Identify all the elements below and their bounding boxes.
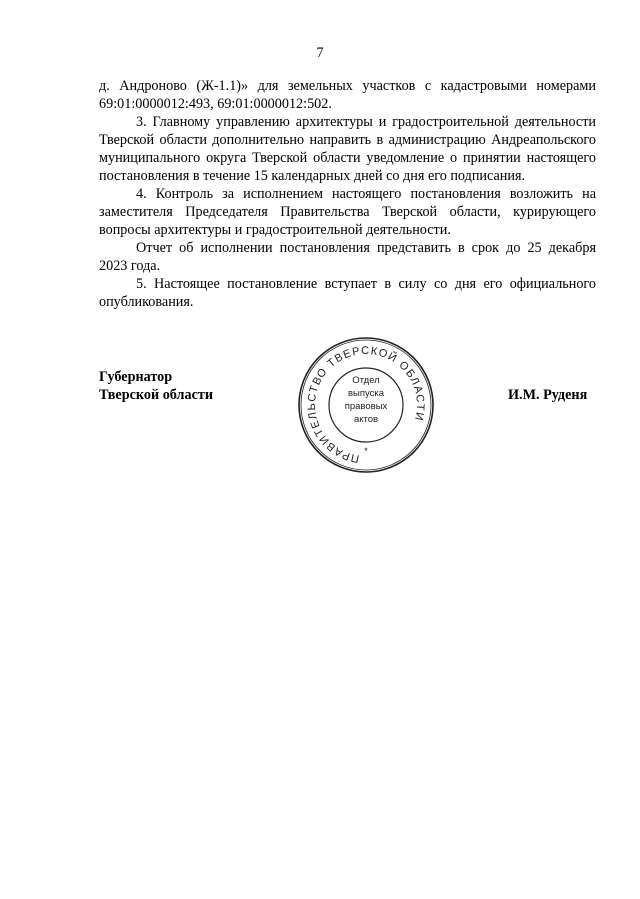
official-stamp	[293, 333, 439, 473]
signatory-title-line2: Тверской области	[99, 387, 214, 403]
paragraph-4-report: Отчет об исполнении постановления представить в срок до 25 декабря 2023 года.	[99, 240, 596, 274]
paragraph-4: 4. Контроль за исполнением настоящего постановления возложить на заместителя Председателя Правительства Тверской области, курирующего вопросы архитектуры и градостроительной деятельности.	[99, 186, 596, 238]
paragraph-3: 3. Главному управлению архитектуры и градостроительной деятельности Тверской области дополнительно направить в администрацию Андреапольского муниципального округа Тверской области уведомление о принятии настоящего постановления в течение 15 календарных дней со дня его подписания.	[99, 114, 596, 184]
signatory-name: И.М. Руденя	[508, 387, 588, 403]
stamp-star: *	[364, 446, 368, 456]
paragraph-5: 5. Настоящее постановление вступает в силу со дня его официального опубликования.	[99, 276, 596, 310]
signatory-title	[99, 368, 213, 404]
stamp-center-line1: Отдел	[352, 375, 380, 386]
document-body	[99, 77, 596, 311]
stamp-center-line2: выпуска	[347, 388, 385, 399]
paragraph-continuation: д. Андроново (Ж-1.1)» для земельных участков с кадастровыми номерами 69:01:0000012:493, 69:01:0000012:502.	[99, 78, 596, 112]
signatory-title-line1: Губернатор	[99, 369, 173, 385]
page-number: 7	[316, 45, 324, 61]
stamp-center-line3: правовых	[344, 401, 388, 412]
stamp-center-line4: актов	[353, 414, 379, 425]
stamp-ring-text: ПРАВИТЕЛЬСТВО ТВЕРСКОЙ ОБЛАСТИ	[305, 344, 427, 465]
